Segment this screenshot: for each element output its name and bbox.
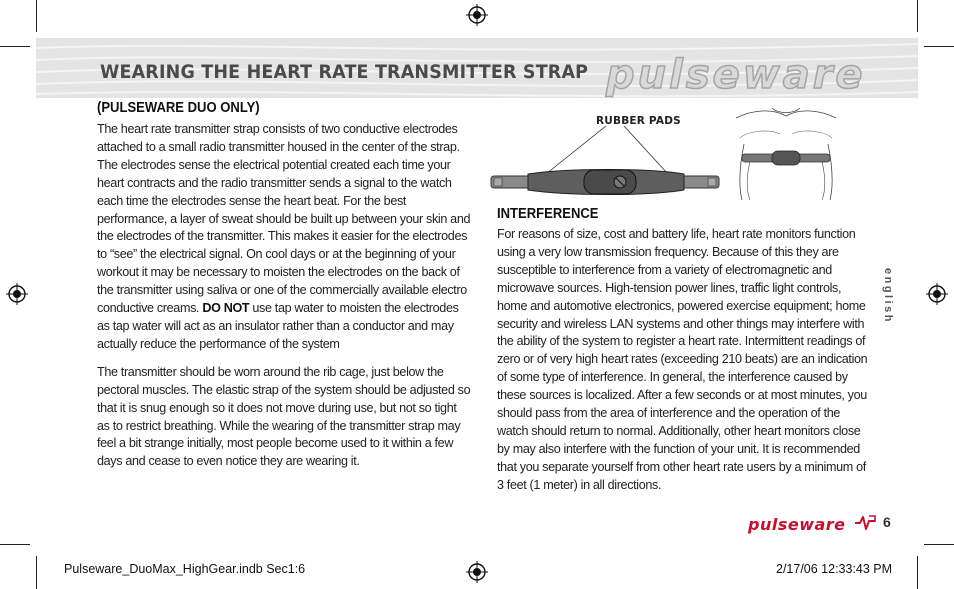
- print-slug-file: Pulseware_DuoMax_HighGear.indb Sec1:6: [64, 562, 306, 576]
- crop-mark-bottom-right-v: [917, 556, 918, 589]
- crop-mark-bottom-left-h: [0, 544, 30, 545]
- wearing-instructions-paragraph: The transmitter should be worn around the rib cage, just below the pectoral muscles. The elastic strap of the system should be adjusted so that it is snug enough so it does not move during use, but not so tight as to restrict breathing. While the wearing of the transmitter strap may feel a bit strange initially, most people become used to it within a few days and cease to even notice they are wearing it.: [97, 364, 471, 469]
- registration-mark-left-icon: [6, 283, 28, 305]
- registration-mark-bottom-icon: [466, 561, 488, 583]
- rubber-pads-label: RUBBER PADS: [596, 115, 681, 127]
- crop-mark-bottom-left-v: [36, 556, 37, 589]
- crop-mark-top-right-v: [917, 0, 918, 32]
- section-subheading: (PULSEWARE DUO ONLY): [97, 100, 260, 116]
- strap-description-paragraph: The heart rate transmitter strap consists of two conductive electrodes attached to a small radio transmitter housed in the center of the strap. The electrodes sense the electrical potential created each time your heart contracts and the radio transmitter sends a signal to the watch each time the electrodes sense the heart beat. For the best performance, a layer of sweat should be built up between your skin and the electrodes of the transmitter. This makes it easier for the electrodes to “see” the electrical signal. On cool days or at the beginning of your workout it may be necessary to moisten the electrodes on the back of the transmitter using saliva or one of the commercially available electro conductive creams. DO NOT use tap water to moisten the electrodes as tap water will act as an insulator rather than a conductor and may actually reduce the performance of the system: [97, 122, 471, 351]
- transmitter-strap-illustration: [488, 100, 724, 196]
- footer-brand-logo: pulseware: [748, 514, 876, 534]
- page-number: 6: [883, 514, 891, 530]
- torso-wearing-strap-illustration: [732, 104, 840, 200]
- interference-paragraph: For reasons of size, cost and battery life, heart rate monitors function using a very low transmission frequency. Because of this they are susceptible to interference from a variety of electromagnetic and microwave sources. High-tension power lines, traffic light controls, home and automotive electronics, powered exercise equipment; home security and wireless LAN systems and other things may interfere with the ability of the system to register a heart rate. Intermittent readings of zero or of very high heart rates (exceeding 210 beats) are an indication of some type of interference. In general, the interference caused by these sources is localized. After a few seconds or at most minutes, you should pass from the area of interference and the operation of the watch should return to normal. Additionally, other heart monitors close by may also interfere with the function of your unit. It is recommended that you separate yourself from other heart rate users by a minimum of 3 feet (1 meter) in all directions.: [497, 227, 868, 492]
- interference-heading: INTERFERENCE: [497, 206, 599, 222]
- right-column: [497, 206, 873, 495]
- crop-mark-bottom-right-h: [924, 544, 954, 545]
- header-brand-logo: pulseware: [606, 52, 866, 98]
- crop-mark-top-right-h: [924, 46, 954, 47]
- crop-mark-top-left-h: [0, 46, 30, 47]
- heart-pulse-icon: [854, 514, 876, 532]
- page-title: WEARING THE HEART RATE TRANSMITTER STRAP: [100, 61, 589, 83]
- do-not-warning: DO NOT: [202, 301, 250, 316]
- registration-mark-top-icon: [466, 4, 488, 26]
- crop-mark-top-left-v: [36, 0, 37, 32]
- left-column: [97, 100, 471, 471]
- print-slug-date: 2/17/06 12:33:43 PM: [776, 562, 893, 576]
- language-tab: english: [882, 268, 894, 325]
- registration-mark-right-icon: [926, 283, 948, 305]
